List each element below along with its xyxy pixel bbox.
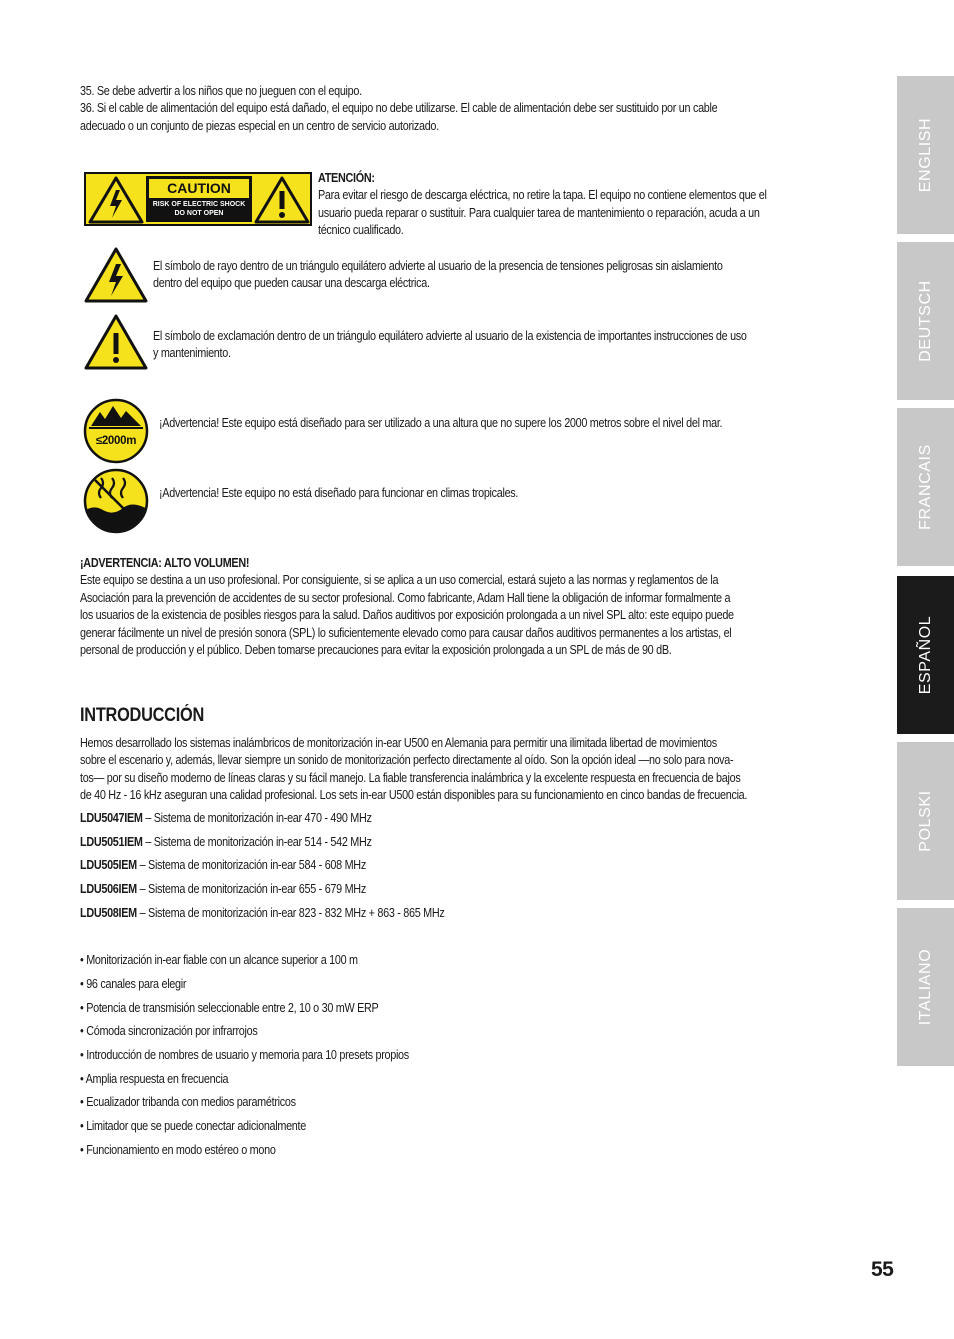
model-desc: – Sistema de monitorización in-ear 655 - 679 MHz	[136, 882, 366, 896]
volume-line-5: personal de producción y el público. Deben tomarse precauciones para evitar la exposición prolongada a un SPL de más de 90 dB.	[80, 643, 672, 658]
feature-item: • Monitorización in-ear fiable con un alcance superior a 100 m	[80, 953, 358, 967]
altitude-text: ¡Advertencia! Este equipo está diseñado para ser utilizado a una altura que no supere los 2000 metros sobre el nivel del mar.	[159, 416, 723, 430]
top-items	[80, 83, 859, 135]
tropical-text: ¡Advertencia! Este equipo no está diseñado para funcionar en climas tropicales.	[159, 486, 519, 500]
feature-item: • Potencia de transmisión seleccionable entre 2, 10 o 30 mW ERP	[80, 1001, 379, 1015]
model-desc: – Sistema de monitorización in-ear 514 - 542 MHz	[142, 835, 372, 849]
item-36-line-2: adecuado o un conjunto de piezas especial en un centro de servicio autorizado.	[80, 118, 439, 133]
exclamation-triangle-icon	[252, 174, 312, 224]
tab-label: DEUTSCH	[916, 280, 934, 362]
feature-item: • Funcionamiento en modo estéreo o mono	[80, 1143, 276, 1157]
tropical-climate-icon	[83, 468, 149, 534]
caution-open-text: DO NOT OPEN	[174, 210, 224, 217]
tab-espanol[interactable]	[897, 576, 954, 734]
model-row	[80, 835, 372, 849]
intro-line-4: de 40 Hz - 16 kHz aseguran una calidad profesional. Los sets in-ear U500 están disponibles para su funcionamiento en cinco bandas de frecuencia.	[80, 788, 748, 803]
atencion-line-1: Para evitar el riesgo de descarga eléctrica, no retire la tapa. El equipo no contiene elementos que el	[318, 188, 767, 203]
model-desc: – Sistema de monitorización in-ear 470 - 490 MHz	[142, 811, 372, 825]
model-code: LDU506IEM	[80, 882, 137, 896]
item-35: 35. Se debe advertir a los niños que no jueguen con el equipo.	[80, 84, 362, 98]
caution-title: CAUTION	[149, 179, 249, 198]
tab-deutsch[interactable]	[897, 242, 954, 400]
feature-item: • Amplia respuesta en frecuencia	[80, 1072, 229, 1086]
atencion-title: ATENCIÓN:	[318, 171, 375, 185]
model-row	[80, 882, 366, 896]
item-36-line-1: 36. Si el cable de alimentación del equipo está dañado, el equipo no debe utilizarse. El cable de alimentación debe ser sustituido por un cable	[80, 101, 718, 116]
exclamation-line-2: y mantenimiento.	[153, 346, 231, 361]
volume-title: ¡ADVERTENCIA: ALTO VOLUMEN!	[80, 556, 250, 570]
feature-item: • Introducción de nombres de usuario y memoria para 10 presets propios	[80, 1048, 409, 1062]
volume-line-4: generar fácilmente un nivel de presión sonora (SPL) lo suficientemente elevado como para causar daños auditivos permanentes a los artistas, el	[80, 625, 732, 640]
lightning-warning-icon	[83, 246, 149, 304]
altitude-badge-text: ≤2000m	[95, 435, 137, 447]
lightning-line-2: dentro del equipo que pueden causar una descarga eléctrica.	[153, 276, 430, 291]
tab-francais[interactable]	[897, 408, 954, 566]
model-row	[80, 858, 366, 872]
feature-item: • Cómoda sincronización por infrarrojos	[80, 1024, 258, 1038]
tab-english[interactable]	[897, 76, 954, 234]
intro-line-3: tos— por su diseño moderno de líneas claras y su fácil manejo. La fiable transferencia inalámbrica y la excelente respuesta en frecuencia de bajos	[80, 770, 741, 785]
caution-risk-text: RISK OF ELECTRIC SHOCK	[152, 201, 246, 208]
lightning-triangle-icon	[86, 174, 146, 224]
tab-label: ITALIANO	[916, 948, 934, 1026]
atencion-line-3: técnico cualificado.	[318, 223, 404, 238]
lightning-text	[153, 258, 723, 293]
tab-label: POLSKI	[916, 790, 934, 852]
intro-line-1: Hemos desarrollado los sistemas inalámbricos de monitorización in-ear U500 en Alemania para permitir una ilimitada libertad de movimientos	[80, 736, 717, 750]
model-code: LDU5047IEM	[80, 811, 143, 825]
model-code: LDU505IEM	[80, 858, 137, 872]
feature-item: • 96 canales para elegir	[80, 977, 187, 991]
feature-item: • Ecualizador tribanda con medios paramétricos	[80, 1095, 296, 1109]
intro-paragraph	[80, 735, 859, 805]
altitude-icon	[83, 398, 149, 464]
volume-line-3: los usuarios de la existencia de posibles riesgos para la salud. Daños auditivos por exposición prolongada a un nivel SPL alto: este equipo puede	[80, 608, 734, 623]
caution-label	[84, 172, 312, 226]
tab-polski[interactable]	[897, 742, 954, 900]
atencion-block	[318, 170, 868, 240]
model-desc: – Sistema de monitorización in-ear 823 - 832 MHz + 863 - 865 MHz	[136, 906, 445, 920]
lightning-line-1: El símbolo de rayo dentro de un triángulo equilátero advierte al usuario de la presencia de tensiones peligrosas sin aislamiento	[153, 259, 723, 273]
volume-warning	[80, 555, 859, 659]
tab-label: ESPAÑOL	[916, 615, 934, 695]
caution-center-panel	[146, 176, 252, 222]
volume-line-2: Asociación para la prevención de accidentes de su sector profesional. Como fabricante, Adam Hall tiene la obligación de informar formalmente a	[80, 590, 731, 605]
model-code: LDU508IEM	[80, 906, 137, 920]
page-number: 55	[871, 1258, 894, 1281]
tab-italiano[interactable]	[897, 908, 954, 1066]
exclamation-text	[153, 328, 747, 363]
exclamation-line-1: El símbolo de exclamación dentro de un triángulo equilátero advierte al usuario de la existencia de importantes instrucciones de uso	[153, 329, 747, 343]
volume-line-1: Este equipo se destina a un uso profesional. Por consiguiente, si se aplica a un uso comercial, estará sujeto a las normas y reglamentos de la	[80, 573, 719, 588]
feature-item: • Limitador que se puede conectar adicionalmente	[80, 1119, 306, 1133]
model-code: LDU5051IEM	[80, 835, 143, 849]
intro-heading: INTRODUCCIÓN	[80, 705, 204, 726]
model-row	[80, 811, 372, 825]
tab-label: FRANCAIS	[916, 444, 934, 530]
tab-label: ENGLISH	[916, 117, 934, 193]
model-row	[80, 906, 445, 920]
atencion-line-2: usuario pueda reparar o sustituir. Para cualquier tarea de mantenimiento o reparación, acuda a un	[318, 205, 760, 220]
intro-line-2: sobre el escenario y, además, llevar siempre un sonido de monitorización perfecto directamente al oído. Son la opción ideal —no solo para nova-	[80, 753, 734, 768]
exclamation-warning-icon	[83, 313, 149, 371]
model-desc: – Sistema de monitorización in-ear 584 - 608 MHz	[136, 858, 366, 872]
